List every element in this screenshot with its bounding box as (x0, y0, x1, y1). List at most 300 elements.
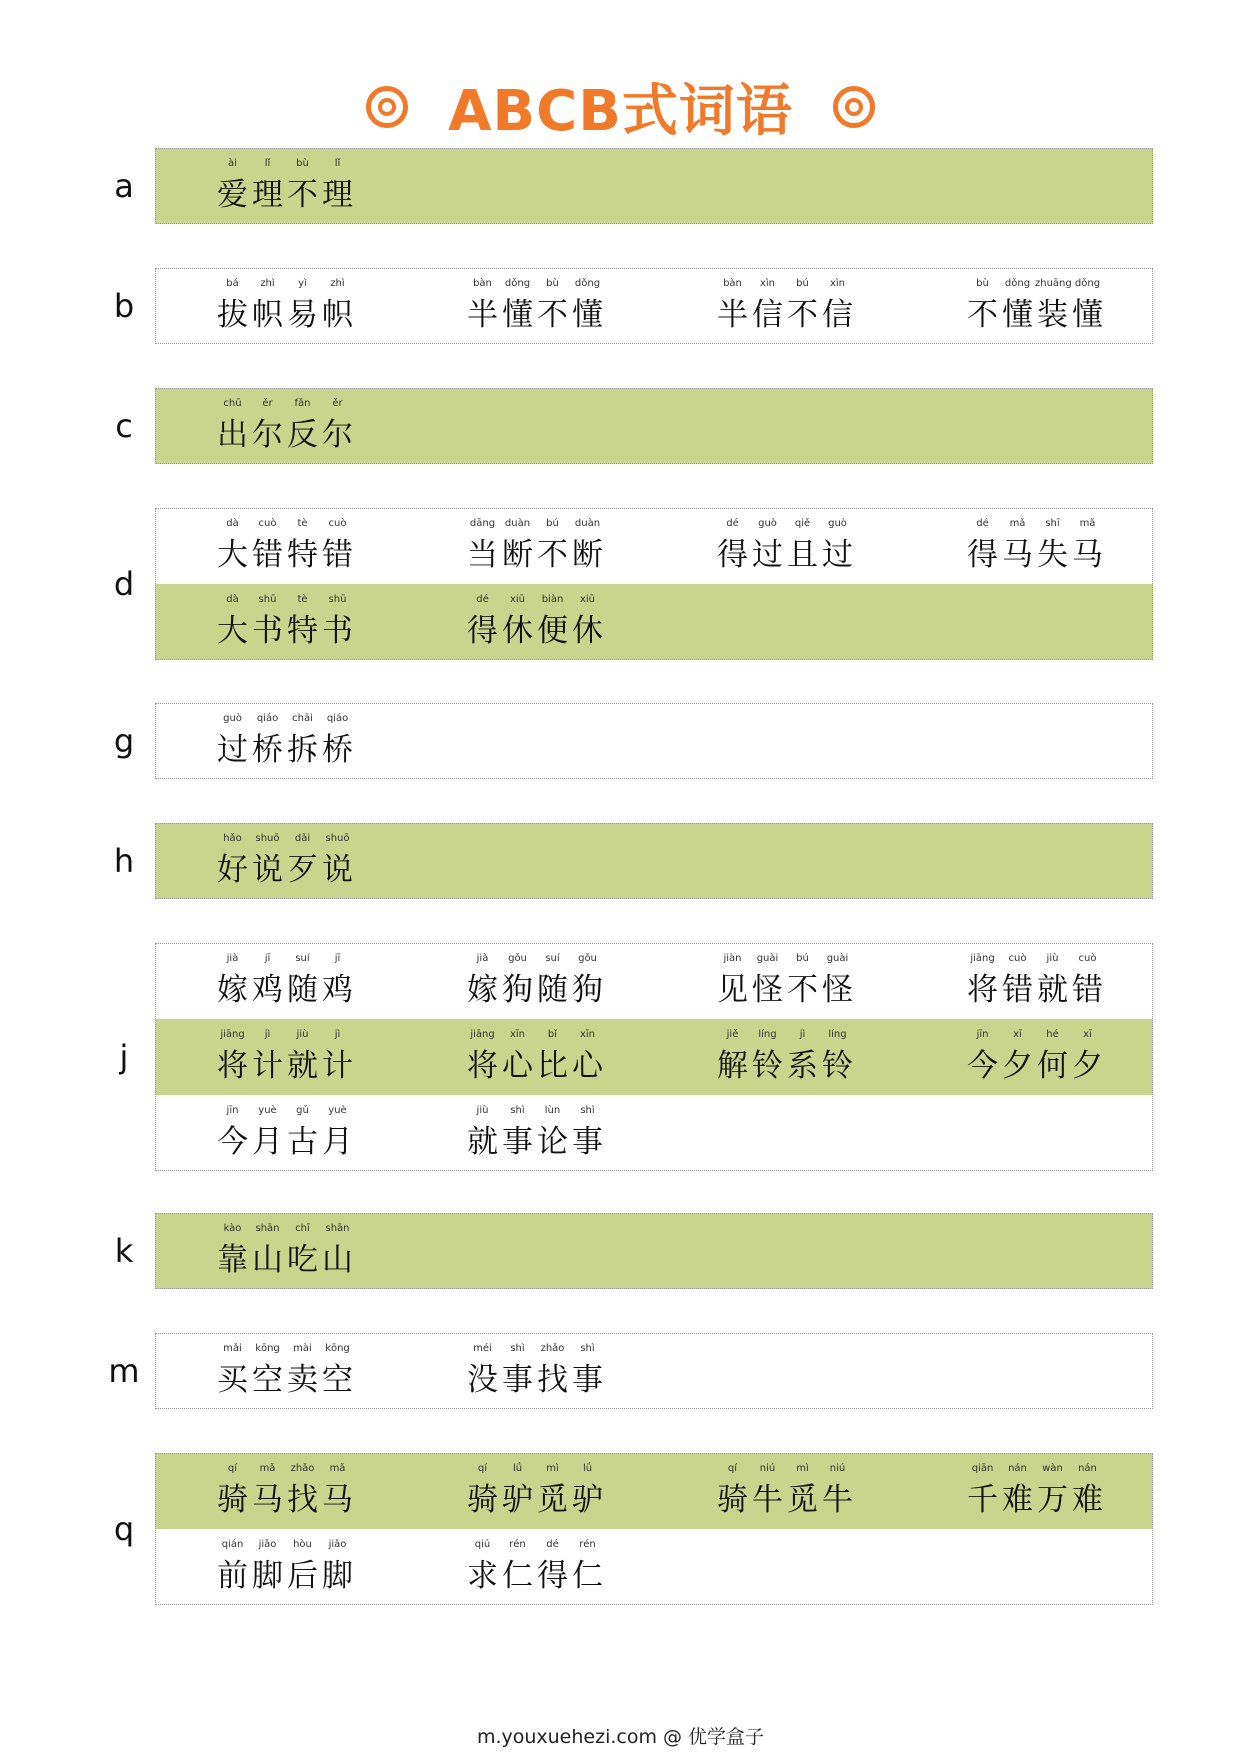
hanzi-char: 断 (502, 537, 533, 573)
hanzi-char: 空 (322, 1362, 353, 1398)
pinyin-syllable: chāi (292, 713, 313, 724)
pinyin-syllable: jì (334, 1029, 341, 1040)
idiom-entry (155, 518, 355, 574)
group-letter: g (113, 722, 135, 760)
hanzi-char: 且 (787, 537, 818, 573)
pinyin-syllable: duàn (574, 518, 601, 529)
hanzi-line (215, 1241, 355, 1279)
pinyin-line (965, 518, 1105, 534)
hanzi-char: 论 (537, 1124, 568, 1160)
word-group-h (155, 823, 1153, 899)
pinyin-syllable: lǐ (264, 158, 271, 169)
pinyin-syllable: jì (264, 1029, 271, 1040)
hanzi-char: 就 (467, 1124, 498, 1160)
pinyin-syllable: fǎn (294, 398, 311, 409)
idiom-entry (155, 278, 355, 334)
hanzi-char: 事 (502, 1124, 533, 1160)
word-row (155, 943, 1153, 1019)
pinyin-syllable: hòu (293, 1539, 312, 1550)
idiom-entry (655, 1029, 855, 1085)
circle-icon-left (366, 86, 408, 128)
pinyin-syllable: lǐ (334, 158, 341, 169)
hanzi-char: 帜 (322, 297, 353, 333)
pinyin-syllable: zhǎo (290, 1463, 315, 1474)
pinyin-syllable: méi (473, 1343, 492, 1354)
hanzi-char: 书 (252, 613, 283, 649)
pinyin-syllable: guò (758, 518, 777, 529)
hanzi-char: 脚 (252, 1558, 283, 1594)
hanzi-char: 懂 (1002, 297, 1033, 333)
pinyin-syllable: jiù (1046, 953, 1059, 964)
hanzi-char: 信 (752, 297, 783, 333)
pinyin-syllable: shì (510, 1343, 525, 1354)
pinyin-syllable: shī (1045, 518, 1060, 529)
hanzi-char: 大 (217, 613, 248, 649)
pinyin-syllable: cuò (258, 518, 277, 529)
hanzi-char: 得 (467, 613, 498, 649)
hanzi-char: 将 (217, 1048, 248, 1084)
word-row (155, 268, 1153, 344)
page-title: ABCB式词语 (448, 79, 793, 144)
hanzi-char: 书 (322, 613, 353, 649)
hanzi-char: 马 (1072, 537, 1103, 573)
pinyin-syllable: lǘ (582, 1463, 593, 1474)
hanzi-char: 系 (787, 1048, 818, 1084)
idiom-entry (155, 833, 355, 889)
hanzi-char: 过 (217, 732, 248, 768)
pinyin-syllable: bù (976, 278, 989, 289)
hanzi-char: 懂 (502, 297, 533, 333)
pinyin-line (215, 158, 355, 174)
hanzi-char: 心 (572, 1048, 603, 1084)
hanzi-char: 后 (287, 1558, 318, 1594)
pinyin-syllable: ài (228, 158, 237, 169)
pinyin-syllable: rén (579, 1539, 596, 1550)
pinyin-syllable: shān (255, 1223, 280, 1234)
hanzi-char: 尔 (322, 417, 353, 453)
hanzi-char: 驴 (502, 1482, 533, 1518)
pinyin-syllable: dǒng (1004, 278, 1031, 289)
pinyin-syllable: dǎi (294, 833, 311, 844)
hanzi-line (215, 612, 355, 650)
group-letter: k (114, 1232, 134, 1270)
hanzi-char: 嫁 (467, 972, 498, 1008)
hanzi-line (715, 296, 855, 334)
pinyin-syllable: xīn (579, 1029, 596, 1040)
pinyin-syllable: rén (509, 1539, 526, 1550)
pinyin-syllable: bá (226, 278, 239, 289)
hanzi-char: 断 (572, 537, 603, 573)
pinyin-syllable: jiù (476, 1105, 489, 1116)
pinyin-syllable: qián (221, 1539, 244, 1550)
word-row (155, 508, 1153, 584)
pinyin-line (465, 518, 605, 534)
hanzi-line (465, 536, 605, 574)
idiom-entry (655, 278, 855, 334)
pinyin-syllable: jiǎo (328, 1539, 347, 1550)
pinyin-syllable: mǎ (329, 1463, 346, 1474)
pinyin-line (715, 1029, 855, 1045)
pinyin-line (215, 398, 355, 414)
hanzi-char: 说 (322, 852, 353, 888)
hanzi-char: 随 (287, 972, 318, 1008)
pinyin-line (465, 594, 605, 610)
word-row (155, 388, 1153, 464)
hanzi-char: 月 (322, 1124, 353, 1160)
hanzi-char: 出 (217, 417, 248, 453)
pinyin-line (215, 278, 355, 294)
pinyin-syllable: shì (580, 1105, 595, 1116)
hanzi-char: 休 (572, 613, 603, 649)
hanzi-char: 求 (467, 1558, 498, 1594)
idiom-entry (155, 158, 355, 214)
hanzi-char: 帜 (252, 297, 283, 333)
hanzi-line (465, 971, 605, 1009)
hanzi-char: 半 (717, 297, 748, 333)
hanzi-char: 马 (1002, 537, 1033, 573)
pinyin-syllable: yuè (328, 1105, 347, 1116)
group-letter: a (114, 167, 134, 205)
hanzi-line (715, 536, 855, 574)
pinyin-line (465, 1463, 605, 1479)
pinyin-line (965, 953, 1105, 969)
hanzi-line (465, 1361, 605, 1399)
hanzi-line (215, 536, 355, 574)
hanzi-char: 事 (572, 1124, 603, 1160)
group-letter: b (113, 287, 135, 325)
pinyin-syllable: bàn (723, 278, 742, 289)
hanzi-char: 骑 (717, 1482, 748, 1518)
word-group-g (155, 703, 1153, 779)
pinyin-syllable: hé (1046, 1029, 1059, 1040)
pinyin-syllable: qiáo (326, 713, 349, 724)
pinyin-line (215, 1029, 355, 1045)
circle-icon-right (833, 86, 875, 128)
pinyin-syllable: guài (826, 953, 849, 964)
pinyin-syllable: hǎo (223, 833, 242, 844)
hanzi-char: 不 (287, 177, 318, 213)
pinyin-syllable: bú (546, 518, 559, 529)
hanzi-char: 夕 (1072, 1048, 1103, 1084)
idiom-entry (155, 953, 355, 1009)
pinyin-syllable: wàn (1042, 1463, 1063, 1474)
idiom-entry (405, 1029, 605, 1085)
pinyin-syllable: gǒu (578, 953, 597, 964)
pinyin-syllable: xìn (829, 278, 846, 289)
pinyin-syllable: mǎ (259, 1463, 276, 1474)
hanzi-char: 桥 (322, 732, 353, 768)
word-row (155, 148, 1153, 224)
pinyin-syllable: jīn (976, 1029, 989, 1040)
pinyin-syllable: zhǎo (540, 1343, 565, 1354)
idiom-entry (405, 953, 605, 1009)
pinyin-syllable: shān (325, 1223, 350, 1234)
word-group-b (155, 268, 1153, 344)
group-letter: d (113, 565, 135, 603)
pinyin-syllable: gǒu (508, 953, 527, 964)
pinyin-line (715, 518, 855, 534)
idiom-entry (405, 1105, 605, 1161)
word-group-c (155, 388, 1153, 464)
hanzi-char: 错 (1072, 972, 1103, 1008)
pinyin-line (215, 1463, 355, 1479)
hanzi-char: 将 (467, 1048, 498, 1084)
hanzi-char: 找 (537, 1362, 568, 1398)
hanzi-char: 便 (537, 613, 568, 649)
word-row (155, 1453, 1153, 1529)
hanzi-char: 前 (217, 1558, 248, 1594)
hanzi-char: 鸡 (322, 972, 353, 1008)
pinyin-syllable: bù (296, 158, 309, 169)
hanzi-char: 何 (1037, 1048, 1068, 1084)
group-letter: j (119, 1038, 129, 1076)
pinyin-syllable: kōng (255, 1343, 280, 1354)
footer-credit: m.youxuehezi.com @ 优学盒子 (476, 1726, 765, 1748)
idiom-entry (155, 1463, 355, 1519)
hanzi-char: 失 (1037, 537, 1068, 573)
group-letter: q (113, 1510, 135, 1548)
idiom-entry (155, 1029, 355, 1085)
hanzi-char: 马 (252, 1482, 283, 1518)
pinyin-syllable: jiāng (220, 1029, 245, 1040)
idiom-entry (905, 1029, 1105, 1085)
hanzi-char: 休 (502, 613, 533, 649)
hanzi-char: 难 (1002, 1482, 1033, 1518)
pinyin-syllable: guài (756, 953, 779, 964)
hanzi-line (715, 1481, 855, 1519)
idiom-entry (655, 953, 855, 1009)
hanzi-char: 特 (287, 613, 318, 649)
word-row (155, 703, 1153, 779)
hanzi-char: 见 (717, 972, 748, 1008)
hanzi-char: 今 (217, 1124, 248, 1160)
pinyin-line (215, 1343, 355, 1359)
hanzi-char: 过 (822, 537, 853, 573)
pinyin-syllable: tè (297, 518, 308, 529)
hanzi-char: 空 (252, 1362, 283, 1398)
pinyin-line (465, 1029, 605, 1045)
hanzi-line (965, 536, 1105, 574)
hanzi-char: 万 (1037, 1482, 1068, 1518)
pinyin-syllable: cuò (1078, 953, 1097, 964)
word-group-d (155, 508, 1153, 660)
pinyin-syllable: jiù (296, 1029, 309, 1040)
hanzi-char: 靠 (217, 1242, 248, 1278)
hanzi-line (465, 296, 605, 334)
word-group-m (155, 1333, 1153, 1409)
hanzi-char: 解 (717, 1048, 748, 1084)
pinyin-syllable: bù (546, 278, 559, 289)
hanzi-char: 错 (252, 537, 283, 573)
hanzi-char: 牛 (822, 1482, 853, 1518)
hanzi-line (215, 731, 355, 769)
hanzi-char: 马 (322, 1482, 353, 1518)
hanzi-line (215, 1123, 355, 1161)
idiom-entry (655, 1463, 855, 1519)
pinyin-syllable: dé (546, 1539, 559, 1550)
hanzi-char: 桥 (252, 732, 283, 768)
pinyin-syllable: líng (758, 1029, 777, 1040)
hanzi-char: 歹 (287, 852, 318, 888)
hanzi-char: 爱 (217, 177, 248, 213)
pinyin-syllable: zhuāng (1035, 278, 1072, 289)
hanzi-char: 难 (1072, 1482, 1103, 1518)
idiom-entry (405, 594, 605, 650)
pinyin-syllable: chī (295, 1223, 310, 1234)
pinyin-syllable: guò (223, 713, 242, 724)
pinyin-syllable: shuō (255, 833, 280, 844)
pinyin-syllable: mǎ (1079, 518, 1096, 529)
hanzi-line (965, 971, 1105, 1009)
pinyin-line (465, 278, 605, 294)
hanzi-char: 就 (1037, 972, 1068, 1008)
pinyin-syllable: bú (796, 278, 809, 289)
hanzi-char: 找 (287, 1482, 318, 1518)
pinyin-syllable: dà (226, 518, 239, 529)
hanzi-line (965, 1481, 1105, 1519)
hanzi-line (215, 1047, 355, 1085)
hanzi-char: 尔 (252, 417, 283, 453)
hanzi-char: 买 (217, 1362, 248, 1398)
pinyin-syllable: qí (727, 1463, 738, 1474)
pinyin-syllable: bú (796, 953, 809, 964)
hanzi-line (215, 176, 355, 214)
pinyin-syllable: dāng (469, 518, 496, 529)
word-group-j (155, 943, 1153, 1171)
pinyin-syllable: kào (223, 1223, 242, 1234)
word-group-a (155, 148, 1153, 224)
hanzi-char: 半 (467, 297, 498, 333)
word-row (155, 1019, 1153, 1095)
pinyin-line (965, 278, 1105, 294)
pinyin-syllable: dé (976, 518, 989, 529)
hanzi-char: 比 (537, 1048, 568, 1084)
pinyin-syllable: xī (1083, 1029, 1092, 1040)
pinyin-syllable: shuō (325, 833, 350, 844)
pinyin-syllable: tè (297, 594, 308, 605)
hanzi-char: 事 (572, 1362, 603, 1398)
idiom-entry (405, 1463, 605, 1519)
word-row (155, 823, 1153, 899)
idiom-entry (155, 713, 355, 769)
pinyin-syllable: xiū (579, 594, 596, 605)
hanzi-char: 吃 (287, 1242, 318, 1278)
pinyin-line (215, 953, 355, 969)
hanzi-line (465, 1047, 605, 1085)
pinyin-line (215, 518, 355, 534)
pinyin-line (465, 1105, 605, 1121)
idiom-entry (905, 278, 1105, 334)
idiom-entry (155, 1343, 355, 1399)
pinyin-syllable: qiě (794, 518, 811, 529)
group-letter: m (108, 1352, 140, 1390)
pinyin-syllable: jià (226, 953, 239, 964)
pinyin-syllable: dǒng (574, 278, 601, 289)
hanzi-line (965, 1047, 1105, 1085)
pinyin-syllable: zhì (260, 278, 275, 289)
hanzi-char: 得 (717, 537, 748, 573)
hanzi-char: 错 (1002, 972, 1033, 1008)
pinyin-line (215, 594, 355, 610)
pinyin-line (465, 1539, 605, 1555)
pinyin-syllable: niú (759, 1463, 776, 1474)
hanzi-char: 将 (967, 972, 998, 1008)
pinyin-syllable: qiáo (256, 713, 279, 724)
hanzi-line (215, 851, 355, 889)
hanzi-line (215, 416, 355, 454)
hanzi-char: 不 (967, 297, 998, 333)
hanzi-line (215, 1481, 355, 1519)
idiom-entry (155, 1539, 355, 1595)
pinyin-line (215, 1105, 355, 1121)
idiom-entry (155, 1223, 355, 1279)
pinyin-syllable: nán (1078, 1463, 1097, 1474)
page-title-bar (0, 62, 1241, 152)
hanzi-line (215, 1361, 355, 1399)
group-letter: h (113, 842, 135, 880)
pinyin-syllable: duàn (504, 518, 531, 529)
hanzi-char: 狗 (502, 972, 533, 1008)
idiom-entry (155, 398, 355, 454)
pinyin-syllable: jīn (226, 1105, 239, 1116)
pinyin-syllable: shì (510, 1105, 525, 1116)
hanzi-char: 铃 (822, 1048, 853, 1084)
word-row (155, 1095, 1153, 1171)
pinyin-syllable: nán (1008, 1463, 1027, 1474)
hanzi-char: 错 (322, 537, 353, 573)
pinyin-syllable: yì (298, 278, 307, 289)
hanzi-char: 月 (252, 1124, 283, 1160)
pinyin-syllable: dà (226, 594, 239, 605)
pinyin-syllable: mì (796, 1463, 809, 1474)
pinyin-syllable: qí (477, 1463, 488, 1474)
hanzi-char: 懂 (1072, 297, 1103, 333)
pinyin-syllable: jiǎo (258, 1539, 277, 1550)
pinyin-syllable: dé (726, 518, 739, 529)
pinyin-syllable: shì (580, 1343, 595, 1354)
hanzi-char: 仁 (502, 1558, 533, 1594)
pinyin-syllable: ěr (332, 398, 343, 409)
pinyin-line (715, 1463, 855, 1479)
pinyin-line (465, 953, 605, 969)
pinyin-syllable: jì (799, 1029, 806, 1040)
hanzi-char: 骑 (217, 1482, 248, 1518)
hanzi-char: 心 (502, 1048, 533, 1084)
hanzi-char: 鸡 (252, 972, 283, 1008)
word-row (155, 1213, 1153, 1289)
idiom-entry (405, 1539, 605, 1595)
hanzi-line (715, 971, 855, 1009)
pinyin-syllable: mǎi (223, 1343, 242, 1354)
hanzi-char: 千 (967, 1482, 998, 1518)
pinyin-line (965, 1029, 1105, 1045)
idiom-entry (905, 953, 1105, 1009)
pinyin-line (715, 953, 855, 969)
hanzi-char: 没 (467, 1362, 498, 1398)
hanzi-char: 驴 (572, 1482, 603, 1518)
hanzi-char: 拆 (287, 732, 318, 768)
pinyin-syllable: xìn (759, 278, 776, 289)
hanzi-char: 随 (537, 972, 568, 1008)
idiom-entry (405, 278, 605, 334)
pinyin-syllable: qiān (971, 1463, 994, 1474)
pinyin-syllable: shū (328, 594, 347, 605)
hanzi-char: 理 (322, 177, 353, 213)
idiom-entry (155, 1105, 355, 1161)
pinyin-line (215, 1539, 355, 1555)
pinyin-syllable: lùn (544, 1105, 561, 1116)
pinyin-syllable: cuò (1008, 953, 1027, 964)
